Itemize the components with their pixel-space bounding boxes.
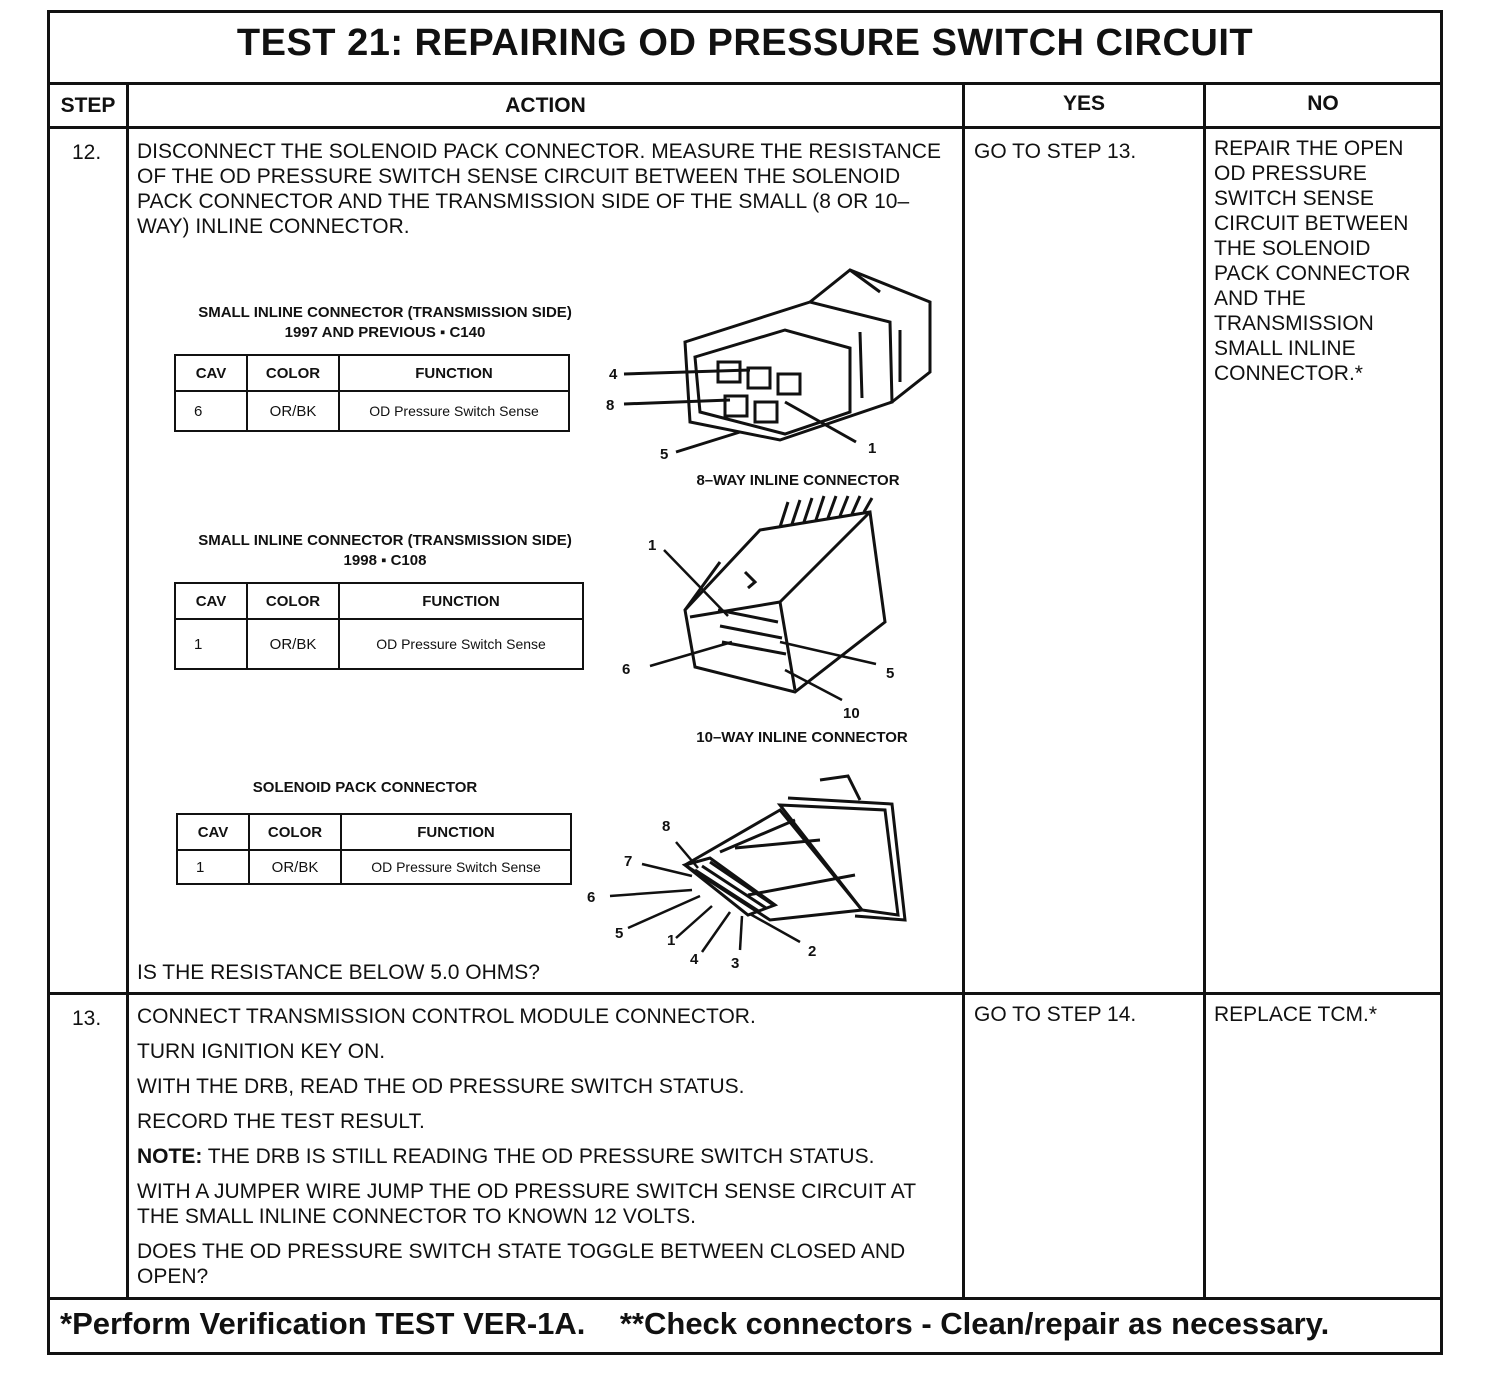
cell-color: OR/BK	[249, 850, 341, 884]
step12-yes: GO TO STEP 13.	[974, 140, 1137, 163]
cell-cav: 6	[175, 391, 247, 431]
frame-right	[1440, 10, 1443, 1355]
frame-left	[47, 10, 50, 1355]
step-number-12: 12.	[72, 141, 102, 164]
col-function: FUNCTION	[341, 814, 571, 850]
connector1-figure-label: 8–WAY INLINE CONNECTOR	[696, 472, 900, 489]
pin-label: 8	[662, 818, 671, 835]
header-step: STEP	[60, 94, 116, 117]
col-function: FUNCTION	[339, 583, 583, 619]
col-divider-step	[126, 84, 129, 1298]
pin-label: 5	[660, 446, 669, 463]
footer-note: *Perform Verification TEST VER-1A. **Check connectors - Clean/repair as necessary.	[60, 1306, 1330, 1341]
row-divider	[47, 992, 1443, 995]
step13-jumper: WITH A JUMPER WIRE JUMP THE OD PRESSURE SWITCH SENSE CIRCUIT AT THE SMALL INLINE CONNECTOR TO KNOWN 12 VOLTS.	[137, 1180, 916, 1228]
step-number-13: 13.	[72, 1007, 102, 1030]
col-divider-action	[962, 84, 965, 1298]
step13-question: DOES THE OD PRESSURE SWITCH STATE TOGGLE BETWEEN CLOSED AND OPEN?	[137, 1240, 906, 1288]
step13-line: RECORD THE TEST RESULT.	[137, 1110, 425, 1133]
solenoid-pack-connector-illustration	[600, 770, 910, 960]
col-color: COLOR	[247, 583, 339, 619]
step12-question: IS THE RESISTANCE BELOW 5.0 OHMS?	[137, 961, 540, 984]
header-yes: YES	[1062, 92, 1106, 115]
pin-label: 6	[587, 889, 596, 906]
step13-line: CONNECT TRANSMISSION CONTROL MODULE CONNECTOR.	[137, 1005, 756, 1028]
pin-label: 7	[624, 853, 633, 870]
title-divider	[47, 82, 1443, 85]
col-color: COLOR	[247, 355, 339, 391]
cell-color: OR/BK	[247, 391, 339, 431]
pin-label: 5	[886, 665, 895, 682]
note-label: NOTE:	[137, 1145, 203, 1168]
pin-label: 2	[808, 943, 817, 960]
page-title: TEST 21: REPAIRING OD PRESSURE SWITCH CIRCUIT	[236, 22, 1254, 64]
pin-label: 6	[622, 661, 631, 678]
cell-function: OD Pressure Switch Sense	[339, 619, 583, 669]
col-function: FUNCTION	[339, 355, 569, 391]
col-cav: CAV	[175, 355, 247, 391]
col-cav: CAV	[177, 814, 249, 850]
cell-function: OD Pressure Switch Sense	[341, 850, 571, 884]
pin-label: 5	[615, 925, 624, 942]
frame-top	[47, 10, 1443, 13]
connector3-title: SOLENOID PACK CONNECTOR	[252, 779, 478, 796]
cell-cav: 1	[177, 850, 249, 884]
connector3-table	[176, 813, 572, 885]
step12-action-text: DISCONNECT THE SOLENOID PACK CONNECTOR. MEASURE THE RESISTANCE OF THE OD PRESSURE SWITCH SENSE CIRCUIT BETWEEN THE SOLENOID PACK CONNECTOR AND THE TRANSMISSION SIDE OF THE SMALL (8 OR 10–WAY) INLINE CONNECTOR.	[137, 140, 941, 238]
header-action: ACTION	[505, 94, 586, 117]
pin-label: 10	[843, 705, 860, 722]
header-divider	[47, 126, 1443, 129]
step13-yes: GO TO STEP 14.	[974, 1003, 1137, 1026]
pin-label: 1	[667, 932, 676, 949]
step13-note	[137, 1144, 874, 1169]
pin-label: 8	[606, 397, 615, 414]
connector2-figure-label: 10–WAY INLINE CONNECTOR	[696, 729, 908, 746]
eight-way-connector-illustration	[600, 262, 940, 472]
connector2-title: SMALL INLINE CONNECTOR (TRANSMISSION SIDE) 1998 ▪ C108	[198, 532, 572, 569]
col-color: COLOR	[249, 814, 341, 850]
cell-color: OR/BK	[247, 619, 339, 669]
step12-no: REPAIR THE OPEN OD PRESSURE SWITCH SENSE CIRCUIT BETWEEN THE SOLENOID PACK CONNECTOR AND THE TRANSMISSION SMALL INLINE CONNECTOR.*	[1214, 137, 1411, 385]
connector1-table	[174, 354, 570, 432]
cell-cav: 1	[175, 619, 247, 669]
col-cav: CAV	[175, 583, 247, 619]
footer-divider	[47, 1297, 1443, 1300]
pin-label: 1	[868, 440, 877, 457]
cell-function: OD Pressure Switch Sense	[339, 391, 569, 431]
connector1-title: SMALL INLINE CONNECTOR (TRANSMISSION SIDE) 1997 AND PREVIOUS ▪ C140	[198, 304, 572, 341]
ten-way-connector-illustration	[630, 492, 910, 714]
header-no: NO	[1307, 92, 1339, 115]
pin-label: 1	[648, 537, 657, 554]
frame-bottom	[47, 1352, 1443, 1355]
note-text: THE DRB IS STILL READING THE OD PRESSURE SWITCH STATUS.	[202, 1145, 875, 1168]
step13-line: WITH THE DRB, READ THE OD PRESSURE SWITCH STATUS.	[137, 1075, 745, 1098]
step13-no: REPLACE TCM.*	[1214, 1003, 1377, 1026]
pin-label: 4	[690, 951, 699, 968]
step13-line: TURN IGNITION KEY ON.	[137, 1040, 386, 1063]
col-divider-yes	[1203, 84, 1206, 1298]
connector2-table	[174, 582, 584, 670]
pin-label: 4	[609, 366, 618, 383]
pin-label: 3	[731, 955, 740, 972]
